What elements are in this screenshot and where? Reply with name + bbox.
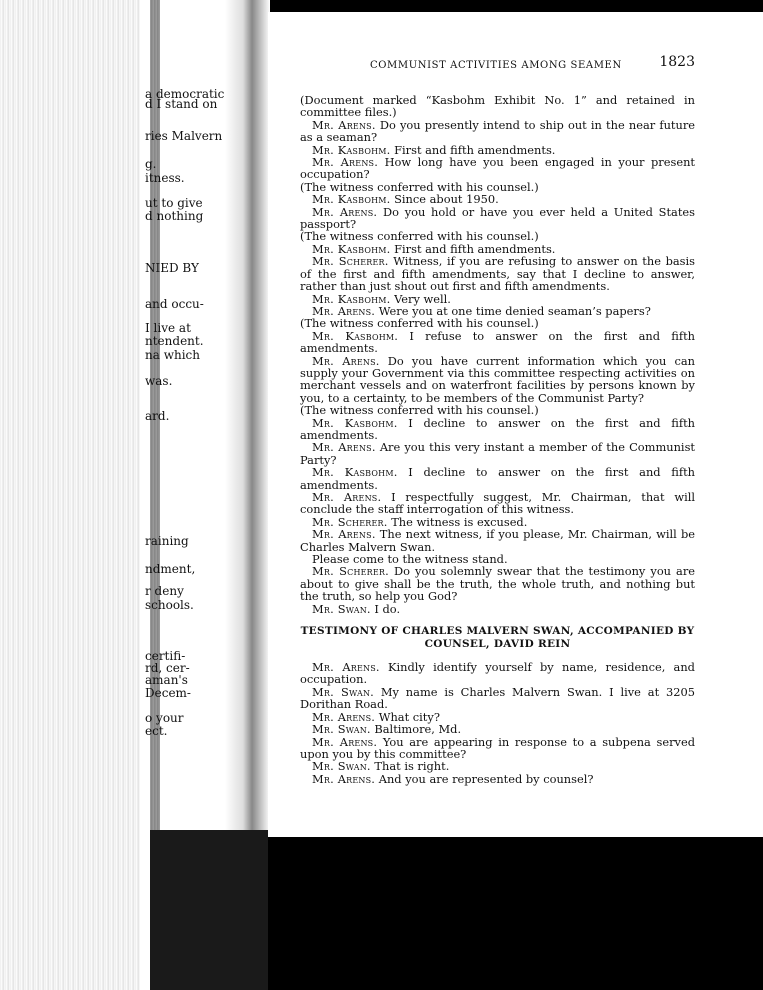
speech-text: Do you solemnly swear that the testimony you are about to give shall be the truth, the whole truth, and nothing but the truth, so help you God? [300,564,696,604]
speech-text: Very well. [394,291,451,306]
speaker-name: Mr. Arens. [312,709,376,724]
speech-text: Since about 1950. [394,192,499,207]
transcript-paragraph [300,686,695,711]
left-page-fragment: certifi- [145,649,186,663]
left-page-fragment: r deny [145,584,184,598]
speaker-name: Mr. Kasbohm. [312,241,391,256]
speech-text: I decline to answer on the first and fifth amendments. [300,415,695,442]
transcript-paragraph [300,773,695,785]
transcript-paragraph [300,603,695,615]
speech-text: (The witness conferred with his counsel.) [300,179,539,194]
left-page-fragment: ntendent. [145,334,204,348]
transcript-paragraph [300,491,695,516]
transcript-paragraph [300,119,695,144]
speech-text: Do you have current information which you can supply your Government via this committee respecting activities on merchant vessels and on waterfront facilities by persons known by you, to a certainty, to be members of the Communist Party? [300,353,695,405]
left-page-fragment: ard. [145,409,170,423]
speech-text: And you are represented by counsel? [378,771,594,786]
speaker-name: Mr. Arens. [312,155,379,170]
speaker-name: Mr. Swan. [312,759,371,774]
speaker-name: Mr. Kasbohm. [312,142,391,157]
left-page-fragment: raining [145,534,189,548]
speech-text: Baltimore, Md. [374,722,462,737]
speaker-name: Mr. Arens. [312,527,376,542]
speaker-name: Mr. Arens. [312,353,380,368]
speech-text: Please come to the witness stand. [312,552,508,567]
speech-text: First and fifth amendments. [394,241,556,256]
transcript-paragraph [300,355,695,405]
speech-text: How long have you been engaged in your present occupation? [300,155,695,182]
speech-text: The witness is excused. [391,514,528,529]
scan-background [268,837,763,990]
speaker-name: Mr. Arens. [312,660,380,675]
speech-text: (The witness conferred with his counsel.) [300,403,539,418]
transcript-paragraph [300,417,695,442]
left-page-fragment: itness. [145,171,185,185]
page-body [300,94,695,785]
left-page-fragment: d nothing [145,209,204,223]
speaker-name: Mr. Arens. [312,117,376,132]
left-page-fragment: schools. [145,598,194,612]
speech-text: I do. [374,601,401,616]
speech-text: The next witness, if you please, Mr. Chairman, will be Charles Malvern Swan. [300,527,696,554]
speaker-name: Mr. Kasbohm. [312,291,391,306]
left-page-fragment: and occu- [145,297,204,311]
transcript-paragraph [300,94,695,119]
speech-text: (Document marked “Kasbohm Exhibit No. 1” and retained in committee files.) [300,93,695,120]
speaker-name: Mr. Swan. [312,684,374,699]
left-page-fragment: na which [145,348,200,362]
left-page-fragment: d I stand on [145,97,218,111]
running-title: COMMUNIST ACTIVITIES AMONG SEAMEN [370,60,622,71]
transcript-paragraph [300,565,695,602]
speech-text: Do you presently intend to ship out in the near future as a seaman? [300,117,696,145]
speech-text: I respectfully suggest, Mr. Chairman, that will conclude the staff interrogation of this witness. [300,490,695,517]
transcript-paragraph [300,528,695,553]
speech-text: Do you hold or have you ever held a United States passport? [300,204,695,232]
left-page-fragment: Decem- [145,686,191,700]
speech-text: (The witness conferred with his counsel.) [300,316,539,331]
speech-text: I refuse to answer on the first and fifth amendments. [300,328,696,356]
speaker-name: Mr. Arens. [312,303,376,318]
transcript-paragraph [300,330,695,355]
speaker-name: Mr. Arens. [312,490,382,504]
speech-text: Kindly identify yourself by name, residence, and occupation. [300,660,695,687]
speech-text: What city? [378,709,440,724]
speech-text: First and fifth amendments. [394,142,556,157]
speaker-name: Mr. Kasbohm. [312,415,398,430]
speech-text: You are appearing in response to a subpena served upon you by this committee? [300,734,695,761]
speaker-name: Mr. Scherer. [312,254,389,269]
left-page-fragment: ect. [145,724,168,738]
speaker-name: Mr. Arens. [312,734,378,749]
transcript-paragraph [300,206,695,231]
transcript-paragraph [300,736,695,761]
transcript-paragraph [300,661,695,686]
transcript-paragraph [300,156,695,181]
left-page-fragment: ries Malvern [145,129,223,143]
left-page-shadow [150,830,270,990]
page-number: 1823 [659,54,695,70]
section-heading: TESTIMONY OF CHARLES MALVERN SWAN, ACCOMPANIED BY COUNSEL, DAVID REIN [300,625,695,651]
testimony-before [300,94,695,615]
speech-text: My name is Charles Malvern Swan. I live at 3205 Dorithan Road. [300,684,695,712]
right-page [268,12,763,837]
speaker-name: Mr. Arens. [312,204,378,219]
left-page-fragment: a democratic [145,87,225,101]
speaker-name: Mr. Kasbohm. [312,465,398,480]
speaker-name: Mr. Arens. [312,771,376,786]
left-page-fragment: aman's [145,673,188,687]
left-page-fragment: g. [145,157,157,171]
speech-text: That is right. [374,759,450,774]
left-page-fragment: I live at [145,321,191,335]
left-page [0,0,270,990]
speaker-name: Mr. Scherer. [312,564,389,579]
speech-text: (The witness conferred with his counsel.) [300,229,539,244]
speaker-name: Mr. Scherer. [312,514,388,529]
testimony-after [300,661,695,785]
left-page-fragment: o your [145,711,184,725]
left-page-gutter [0,0,140,990]
speech-text: I decline to answer on the first and fifth amendments. [300,465,695,492]
left-page-fragment: NIED BY [145,261,199,275]
left-page-fragment: ut to give [145,196,203,210]
speech-text: Witness, if you are refusing to answer on the basis of the first and fifth amendments, say that I decline to answer, rather than just shout out first and fifth amendments. [300,254,695,294]
speaker-name: Mr. Kasbohm. [312,192,391,207]
speaker-name: Mr. Swan. [312,722,371,737]
left-page-fragment: ndment, [145,562,196,576]
speaker-name: Mr. Arens. [312,440,376,455]
left-page-fragment: was. [145,374,173,388]
speech-text: Are you this very instant a member of the Communist Party? [300,440,696,467]
speaker-name: Mr. Swan. [312,601,371,616]
left-page-fragment: rd, cer- [145,661,190,675]
speaker-name: Mr. Kasbohm. [312,328,399,343]
page-header [268,54,763,76]
speech-text: Were you at one time denied seaman’s papers? [378,303,651,318]
transcript-paragraph [300,255,695,292]
transcript-paragraph [300,441,695,466]
transcript-paragraph [300,466,695,491]
